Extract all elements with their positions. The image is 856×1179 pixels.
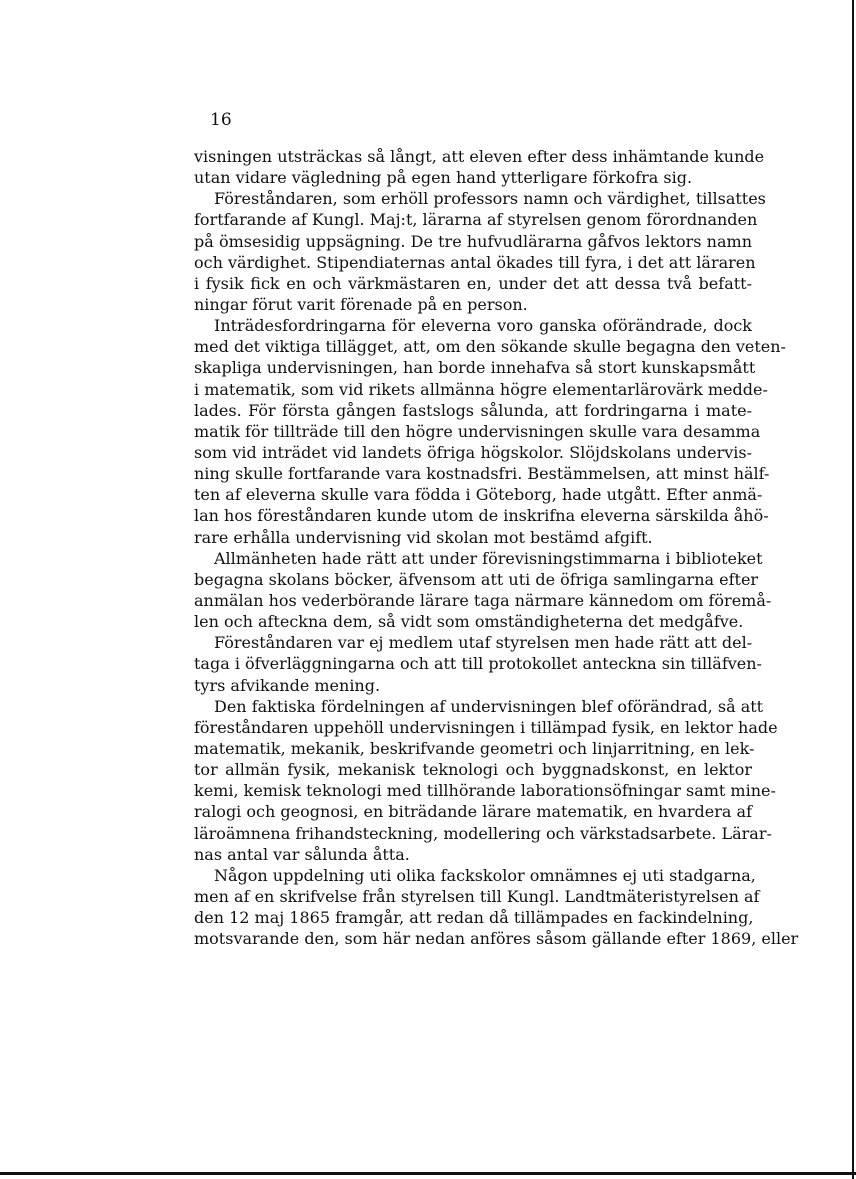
text-line: lan hos föreståndaren kunde utom de inskrifna eleverna särskilda åhö- bbox=[194, 506, 769, 526]
text-line: som vid inträdet vid landets öfriga högskolor. Slöjdskolans undervis- bbox=[194, 442, 752, 462]
text-line: men af en skrifvelse från styrelsen till Kungl. Landtmäteristyrelsen af bbox=[194, 886, 760, 906]
text-line: ning skulle fortfarande vara kostnadsfri. Bestämmelsen, att minst hälf- bbox=[194, 464, 770, 484]
scan-edge-bottom bbox=[0, 1172, 856, 1175]
text-line: med det viktiga tillägget, att, om den sökande skulle begagna den veten- bbox=[194, 337, 786, 357]
text-line: Någon uppdelning uti olika fackskolor omnämnes ej uti stadgarna, bbox=[214, 865, 756, 885]
text-line: i matematik, som vid rikets allmänna högre elementarlärovärk medde- bbox=[194, 379, 768, 399]
text-line: taga i öfverläggningarna och att till protokollet anteckna sin tilläfven- bbox=[194, 654, 762, 674]
text-line: ralogi och geognosi, en biträdande lärare matematik, en hvardera af bbox=[194, 802, 752, 822]
text-line: lades. För första gången fastslogs sålunda, att fordringarna i mate- bbox=[194, 400, 752, 420]
text-line: skapliga undervisningen, han borde innehafva så stort kunskapsmått bbox=[194, 358, 756, 378]
text-line: motsvarande den, som här nedan anföres såsom gällande efter 1869, eller bbox=[194, 929, 799, 949]
page-number: 16 bbox=[210, 110, 232, 130]
text-line: tyrs afvikande mening. bbox=[194, 675, 381, 695]
body-text bbox=[194, 146, 799, 949]
text-line: i fysik fick en och värkmästaren en, under det att dessa två befatt- bbox=[194, 273, 752, 293]
text-line: Den faktiska fördelningen af undervisningen blef oförändrad, så att bbox=[214, 696, 764, 716]
text-line: Föreståndaren, som erhöll professors namn och värdighet, tillsattes bbox=[214, 189, 766, 209]
text-line: utan vidare vägledning på egen hand ytterligare förkofra sig. bbox=[194, 168, 693, 188]
text-line: på ömsesidig uppsägning. De tre hufvudlärarna gåfvos lektors namn bbox=[194, 231, 752, 251]
text-line: visningen utsträckas så långt, att eleven efter dess inhämtande kunde bbox=[194, 147, 765, 166]
text-line: anmälan hos vederbörande lärare taga närmare kännedom om föremå- bbox=[194, 590, 772, 610]
text-line: fortfarande af Kungl. Maj:t, lärarna af styrelsen genom förordnanden bbox=[194, 210, 758, 230]
scan-edge-right bbox=[852, 0, 854, 1179]
text-line: matik för tillträde till den högre undervisningen skulle vara desamma bbox=[194, 421, 761, 441]
text-line: begagna skolans böcker, äfvensom att uti de öfriga samlingarna efter bbox=[194, 569, 759, 589]
text-line: Allmänheten hade rätt att under förevisningstimmarna i biblioteket bbox=[214, 548, 763, 568]
text-line: föreståndaren uppehöll undervisningen i tillämpad fysik, en lektor hade bbox=[194, 717, 778, 737]
text-line: och värdighet. Stipendiaternas antal ökades till fyra, i det att läraren bbox=[194, 252, 756, 272]
text-line: Inträdesfordringarna för eleverna voro ganska oförändrade, dock bbox=[214, 316, 752, 336]
text-line: den 12 maj 1865 framgår, att redan då tillämpades en fackindelning, bbox=[194, 908, 754, 928]
text-line: ten af eleverna skulle vara födda i Göteborg, hade utgått. Efter anmä- bbox=[194, 485, 763, 505]
text-line: ningar förut varit förenade på en person. bbox=[194, 294, 528, 314]
text-line: läroämnena frihandsteckning, modellering och värkstadsarbete. Lärar- bbox=[194, 823, 772, 843]
text-line: tor allmän fysik, mekanisk teknologi och byggnadskonst, en lektor bbox=[194, 760, 752, 780]
text-line: rare erhålla undervisning vid skolan mot bestämd afgift. bbox=[194, 527, 653, 547]
text-line: Föreståndaren var ej medlem utaf styrelsen men hade rätt att del- bbox=[214, 633, 753, 653]
text-line: nas antal var sålunda åtta. bbox=[194, 844, 410, 864]
text-line: kemi, kemisk teknologi med tillhörande laborationsöfningar samt mine- bbox=[194, 781, 776, 801]
text-line: len och afteckna dem, så vidt som omständigheterna det medgåfve. bbox=[194, 612, 744, 632]
text-line: matematik, mekanik, beskrifvande geometri och linjarritning, en lek- bbox=[194, 738, 755, 758]
